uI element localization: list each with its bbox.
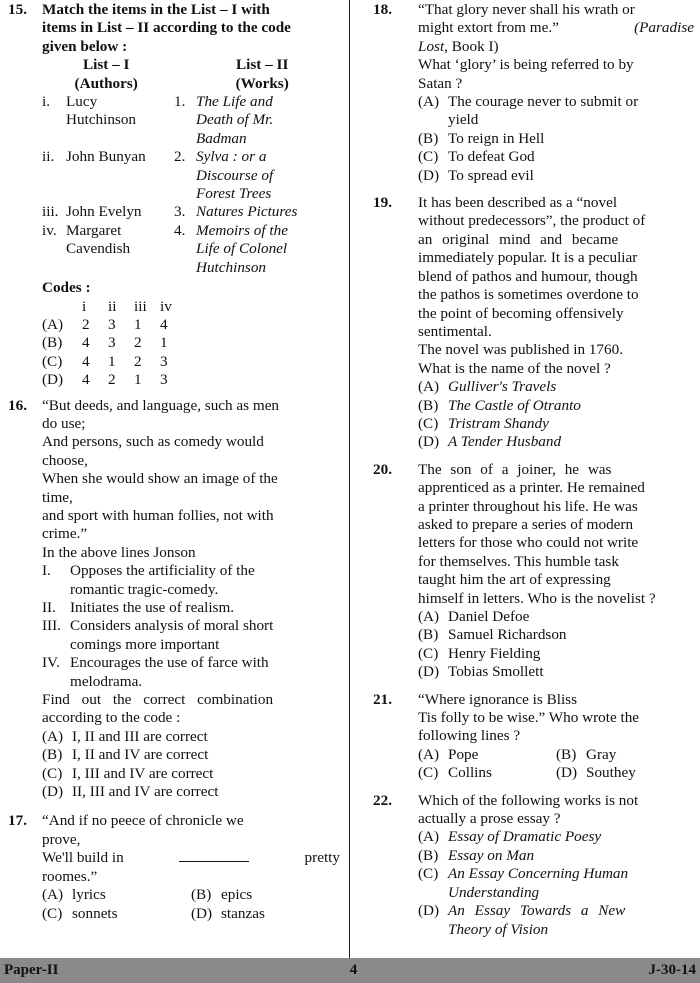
option-b[interactable] [418,397,694,415]
statement-numeral: IV. [42,654,60,672]
option-d[interactable] [418,167,694,185]
options-row [418,746,694,764]
option-label: (B) [418,626,439,644]
work: Memoirs of the [196,221,288,239]
statement-text: Initiates the use of realism. [70,599,235,616]
statement [42,599,340,617]
question-text: the point of becoming offensively [418,304,624,322]
list1-heading: List – I [82,56,130,74]
code-value: 2 [134,334,142,352]
option-text: Daniel Defoe [448,608,530,625]
question-text: following lines ? [418,727,521,745]
option-a[interactable] [418,378,694,396]
author: Lucy [66,93,98,111]
option-label: (B) [42,746,63,764]
match-table [42,93,340,277]
codes-head: ii [108,297,117,315]
option-text: An Essay Towards a New [448,902,626,920]
option-text: Gulliver's Travels [448,378,557,396]
option-d[interactable] [556,764,694,782]
option-label: (D) [556,764,578,782]
codes-label: Codes : [42,279,91,297]
code-value: 3 [108,315,116,333]
option-text: Gray [586,745,617,763]
work: The Life and [196,93,273,111]
option-text: Samuel Richardson [448,626,567,644]
option-label: (C) [418,414,439,432]
quote-line: prove, [42,830,81,848]
option-label: (A) [418,608,440,625]
option-b[interactable] [42,746,340,764]
list2-subheading: (Works) [235,74,289,92]
option-text: I, III and IV are correct [72,764,214,782]
question-21 [364,691,694,783]
option-label: (B) [418,129,439,147]
work: Hutchinson [196,258,267,276]
code-value: 1 [134,315,142,333]
question-number: 17. [8,812,27,830]
option-text: Henry Fielding [448,644,541,662]
option-b[interactable] [418,626,694,644]
option-text: To spread evil [448,166,534,184]
option-text: I, II and IV are correct [72,746,209,764]
question-number: 18. [373,1,392,18]
question-text: immediately popular. It is a peculiar [418,249,638,267]
option-label[interactable]: (C) [42,352,63,370]
option-text: A Tender Husband [448,433,562,451]
option-c[interactable] [418,415,694,433]
page-footer [0,958,700,983]
quote-text: might extort from me.” [418,19,559,37]
page-number: 4 [349,962,358,978]
quote-line: do use; [42,414,86,432]
question-stem: given below : [42,37,128,55]
option-text: Tristram Shandy [448,414,549,432]
options-row [42,905,340,923]
options-row [42,886,340,904]
question-number: 22. [373,791,392,809]
statement-text: Considers analysis of moral short [70,617,274,635]
option-text: sonnets [72,904,118,922]
question-stem: items in List – II according to the code [42,19,291,37]
quote-text: We'll build in [42,849,124,867]
code-value: 4 [82,352,90,370]
statement-text: romantic tragic-comedy. [70,580,219,598]
option-label: (D) [418,166,440,184]
option-a[interactable] [418,828,694,846]
quote-line: When she would show an image of the [42,470,278,488]
statement-numeral: I. [42,562,51,580]
work-number: 3. [174,203,186,221]
option-text: An Essay Concerning Human [448,865,629,883]
quote-line: and sport with human follies, not with [42,506,274,524]
question-line: Satan ? [418,74,463,92]
paper-code: J-30-14 [648,962,696,978]
option-label: (A) [418,378,440,396]
option-a[interactable] [418,746,556,764]
quote-text: pretty [304,849,340,867]
option-c[interactable] [42,765,340,783]
statement-text: melodrama. [70,672,143,690]
option-text: epics [221,886,253,904]
quote-line: crime.” [42,525,88,543]
fill-in-blank[interactable] [179,849,249,862]
codes-head: iv [160,297,172,315]
question-number: 19. [373,194,392,212]
code-value: 4 [160,315,168,333]
question-text: blend of pathos and humour, though [418,267,638,285]
instruction: according to the code : [42,709,181,727]
question-text: asked to prepare a series of modern [418,515,634,533]
option-b[interactable] [191,886,340,904]
statement-text: comings more important [70,635,220,653]
code-value: 4 [82,334,90,352]
option-c[interactable] [418,764,556,782]
option-text: Tobias Smollett [448,663,544,681]
statement-text: Opposes the artificiality of the [70,562,255,580]
question-text: Which of the following works is not [418,791,639,809]
question-stem: Match the items in the List – I with [42,1,270,18]
statement [42,617,340,654]
code-value: 3 [160,352,168,370]
statement-text: Encourages the use of farce with [70,654,269,672]
option-text: yield [448,111,479,129]
work: Discourse of [196,166,274,184]
work: Sylva : or a [196,148,267,166]
question-text: the pathos is sometimes overdone to [418,286,639,304]
author: John Bunyan [66,148,146,166]
quote-line [418,19,694,37]
source-title: Lost [418,37,445,55]
work-number: 2. [174,148,186,166]
options-row [418,764,694,782]
right-column [364,0,694,939]
list-headings [42,56,340,93]
question-text: for themselves. This humble task [418,552,619,570]
question-18 [364,1,694,185]
option-b[interactable] [418,847,694,865]
work-number: 4. [174,221,186,239]
option-text: The courage never to submit or [448,93,639,111]
codes-head: iii [134,297,147,315]
question-text: apprenticed as a printer. He remained [418,479,645,497]
option-label: (D) [418,433,440,451]
question-text: It has been described as a “novel [418,194,618,212]
question-number: 20. [373,460,392,478]
code-value: 2 [108,371,116,389]
option-b[interactable] [556,746,694,764]
question-text: actually a prose essay ? [418,810,561,828]
option-label: (B) [418,846,439,864]
row-roman: i. [42,93,51,111]
option-label: (A) [418,745,440,763]
work: Forest Trees [196,185,272,203]
codes-table [42,298,340,390]
code-value: 3 [108,334,116,352]
option-d[interactable] [418,663,694,681]
question-19 [364,194,694,452]
statement-numeral: III. [42,617,61,635]
option-a[interactable] [418,608,694,626]
option-d[interactable] [418,433,694,451]
statement [42,654,340,691]
question-number: 16. [8,396,27,414]
question-text: sentimental. [418,322,492,340]
code-value: 1 [160,334,168,352]
option-a[interactable] [42,728,340,746]
option-d[interactable] [42,783,340,801]
option-text: Understanding [448,883,540,901]
option-label: (A) [42,727,64,745]
option-label: (C) [42,764,63,782]
statement [42,562,340,599]
option-d[interactable] [418,902,694,939]
question-text: Tis folly to be wise.” Who wrote the [418,709,640,727]
option-c[interactable] [418,645,694,663]
question-number: 15. [8,1,27,18]
question-text: without predecessors”, the product of [418,212,646,230]
source-line [418,38,694,56]
option-d[interactable] [191,905,340,923]
option-text: The Castle of Otranto [448,396,581,414]
option-a[interactable] [418,93,694,130]
quote-line: “But deeds, and language, such as men [42,396,280,414]
question-text: The novel was published in 1760. [418,341,624,359]
question-text: “Where ignorance is Bliss [418,690,577,708]
question-text: What is the name of the novel ? [418,359,611,377]
code-value: 2 [134,352,142,370]
question-text: an original mind and became [418,230,619,248]
option-label: (D) [42,783,64,801]
option-label: (A) [418,828,440,846]
question-20 [364,461,694,682]
work: Natures Pictures [196,203,298,221]
option-label: (D) [418,663,440,681]
work: Life of Colonel [196,240,288,258]
work: Death of Mr. [196,111,274,129]
option-text: To reign in Hell [448,129,545,147]
list1-subheading: (Authors) [74,74,138,92]
option-label: (D) [418,902,440,920]
option-c[interactable] [418,865,694,902]
question-16 [0,397,340,802]
left-column [0,0,340,923]
code-value: 3 [160,371,168,389]
option-a[interactable] [42,886,191,904]
option-text: Essay of Dramatic Poesy [448,828,602,846]
quote-line-with-blank [42,849,340,867]
author: Hutchinson [66,111,137,129]
option-label: (B) [556,745,577,763]
quote-line: choose, [42,451,88,469]
option-text: To defeat God [448,148,535,166]
codes-head: i [82,297,87,315]
option-label: (C) [418,865,439,883]
option-text: Pope [448,745,479,763]
option-text: II, III and IV are correct [72,783,219,801]
quote-line: “That glory never shall his wrath or [418,1,635,18]
quote-line: “And if no peece of chronicle we [42,812,244,830]
option-label: (C) [42,904,63,922]
option-label: (B) [418,396,439,414]
option-text: Southey [586,764,636,782]
option-text: Essay on Man [448,846,535,864]
question-number: 21. [373,690,392,708]
row-roman: iii. [42,203,59,221]
statement-numeral: II. [42,599,56,616]
source-text: , Book I) [444,37,499,55]
author: John Evelyn [66,203,142,221]
option-c[interactable] [42,905,191,923]
column-divider [349,0,350,958]
option-text: I, II and III are correct [72,727,208,745]
code-value: 4 [82,371,90,389]
option-label: (B) [191,886,212,904]
code-value: 1 [134,371,142,389]
option-label: (A) [418,93,440,111]
source-title: (Paradise [634,19,694,37]
question-line: What ‘glory’ is being referred to by [418,56,634,74]
option-text: lyrics [72,886,106,904]
instruction: Find out the correct combination [42,691,274,709]
question-text: letters for those who could not write [418,534,639,552]
quote-line: time, [42,488,73,506]
option-label: (C) [418,644,439,662]
work: Badman [196,129,247,147]
option-label[interactable]: (D) [42,371,64,389]
author: Margaret [66,221,122,239]
option-label: (C) [418,148,439,166]
row-roman: ii. [42,148,55,166]
option-b[interactable] [418,130,694,148]
option-text: Collins [448,764,492,782]
quote-line: roomes.” [42,867,98,885]
option-c[interactable] [418,148,694,166]
question-text: taught him the art of expressing [418,571,611,589]
option-text: Theory of Vision [448,920,549,938]
question-15 [0,1,340,390]
option-label[interactable]: (B) [42,334,63,352]
row-roman: iv. [42,221,57,239]
question-text: a printer throughout his life. He was [418,497,638,515]
question-lead: In the above lines Jonson [42,543,196,561]
question-text: The son of a joiner, he was [418,460,612,478]
option-label[interactable]: (A) [42,315,64,333]
question-text: himself in letters. Who is the novelist ? [418,589,656,607]
author: Cavendish [66,240,131,258]
list2-heading: List – II [236,56,289,74]
option-label: (D) [191,904,213,922]
question-17 [0,812,340,922]
code-value: 2 [82,315,90,333]
question-22 [364,792,694,939]
work-number: 1. [174,93,186,111]
option-label: (C) [418,764,439,782]
option-label: (A) [42,886,64,904]
option-text: stanzas [221,904,265,922]
paper-label: Paper-II [4,962,59,978]
quote-line: And persons, such as comedy would [42,433,264,451]
code-value: 1 [108,352,116,370]
